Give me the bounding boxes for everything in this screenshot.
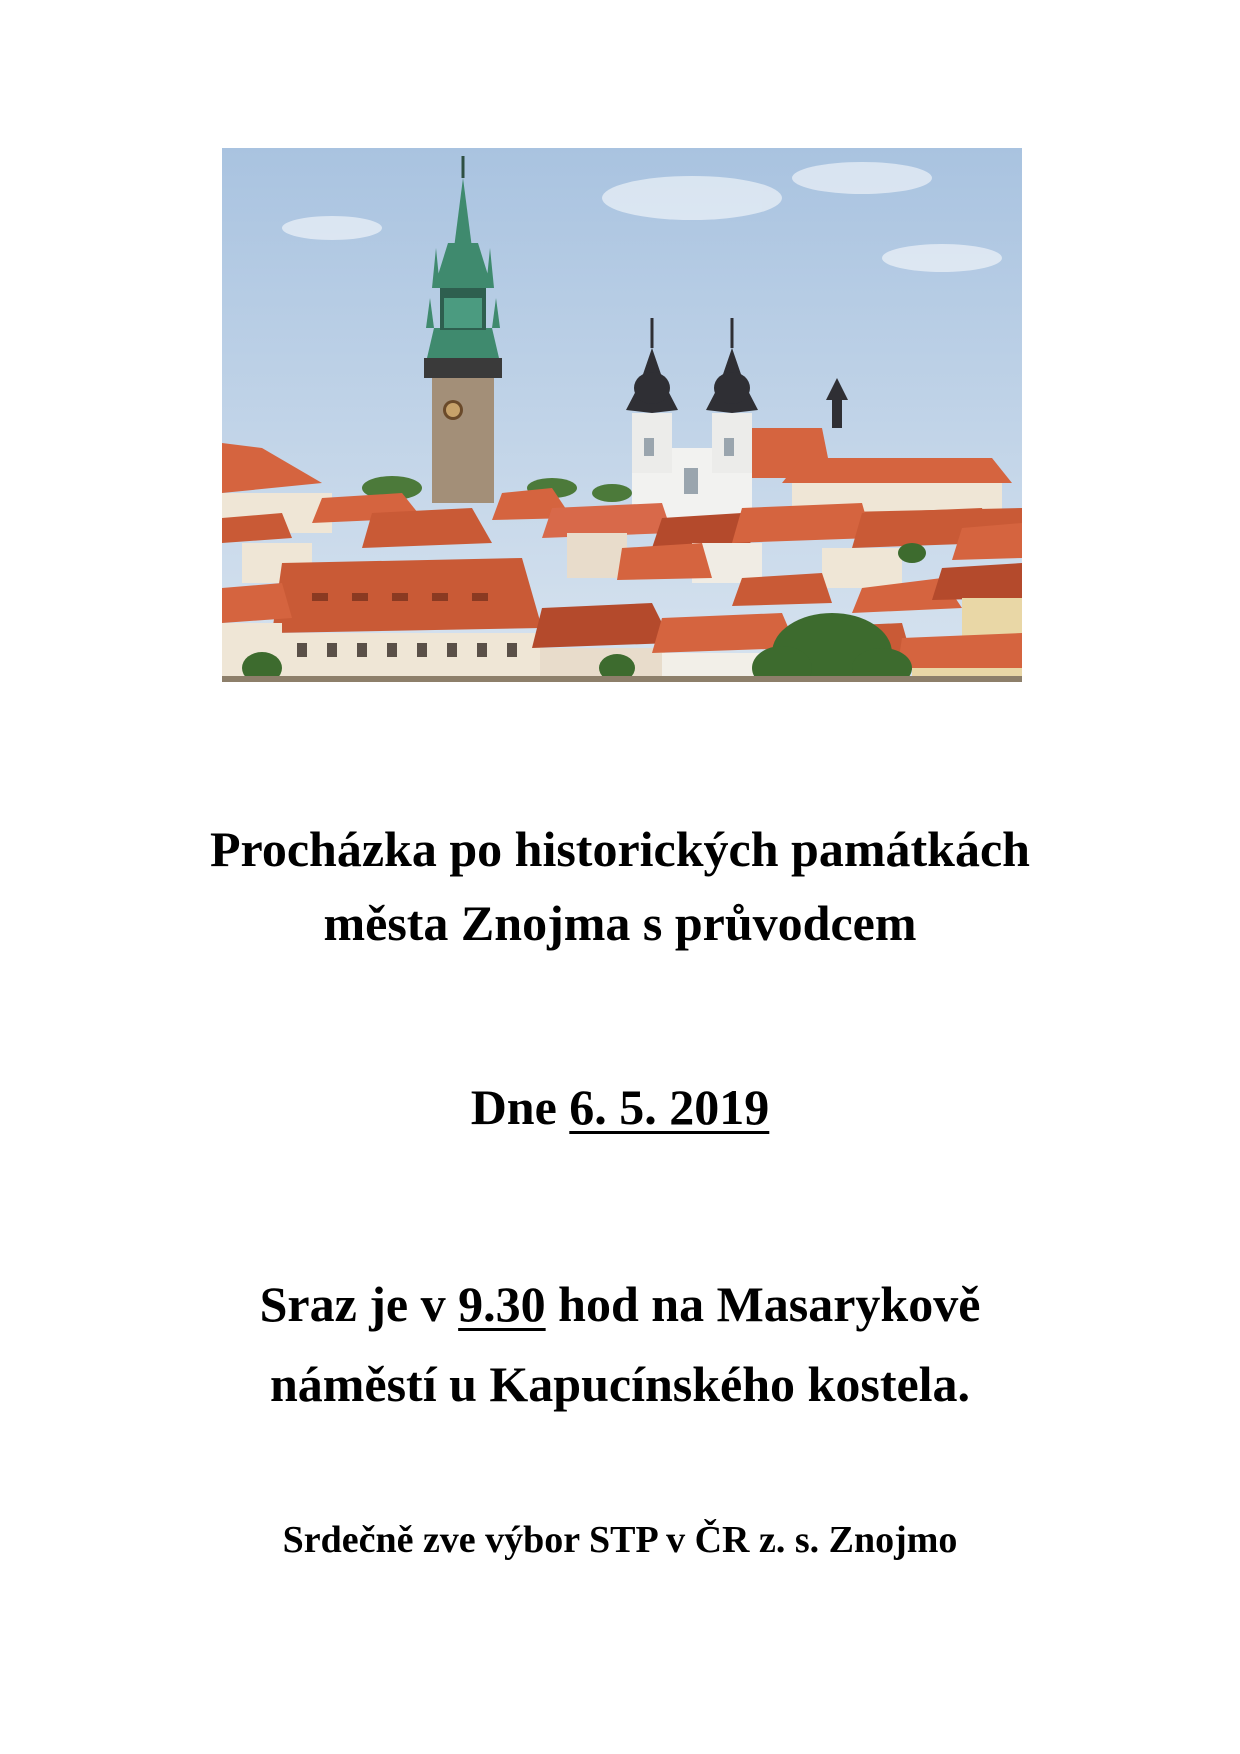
invitation-footer: Srdečně zve výbor STP v ČR z. s. Znojmo xyxy=(282,1519,958,1561)
title-line-2: města Znojma s průvodcem xyxy=(323,895,917,951)
meeting-info xyxy=(0,1264,1240,1424)
event-title xyxy=(0,812,1240,960)
city-photo xyxy=(222,148,1022,682)
title-line-1: Procházka po historických památkách xyxy=(210,821,1030,877)
date-prefix: Dne xyxy=(470,1079,570,1135)
meet-suffix: hod na Masarykově xyxy=(545,1276,981,1332)
event-date xyxy=(0,1070,1240,1144)
znojmo-skyline-illustration xyxy=(222,148,1022,682)
meet-prefix: Sraz je v xyxy=(259,1276,459,1332)
meet-time: 9.30 xyxy=(458,1276,546,1332)
meeting-line-1 xyxy=(0,1264,1240,1344)
meeting-line-2: náměstí u Kapucínského kostela. xyxy=(269,1356,971,1412)
date-value: 6. 5. 2019 xyxy=(569,1079,770,1135)
